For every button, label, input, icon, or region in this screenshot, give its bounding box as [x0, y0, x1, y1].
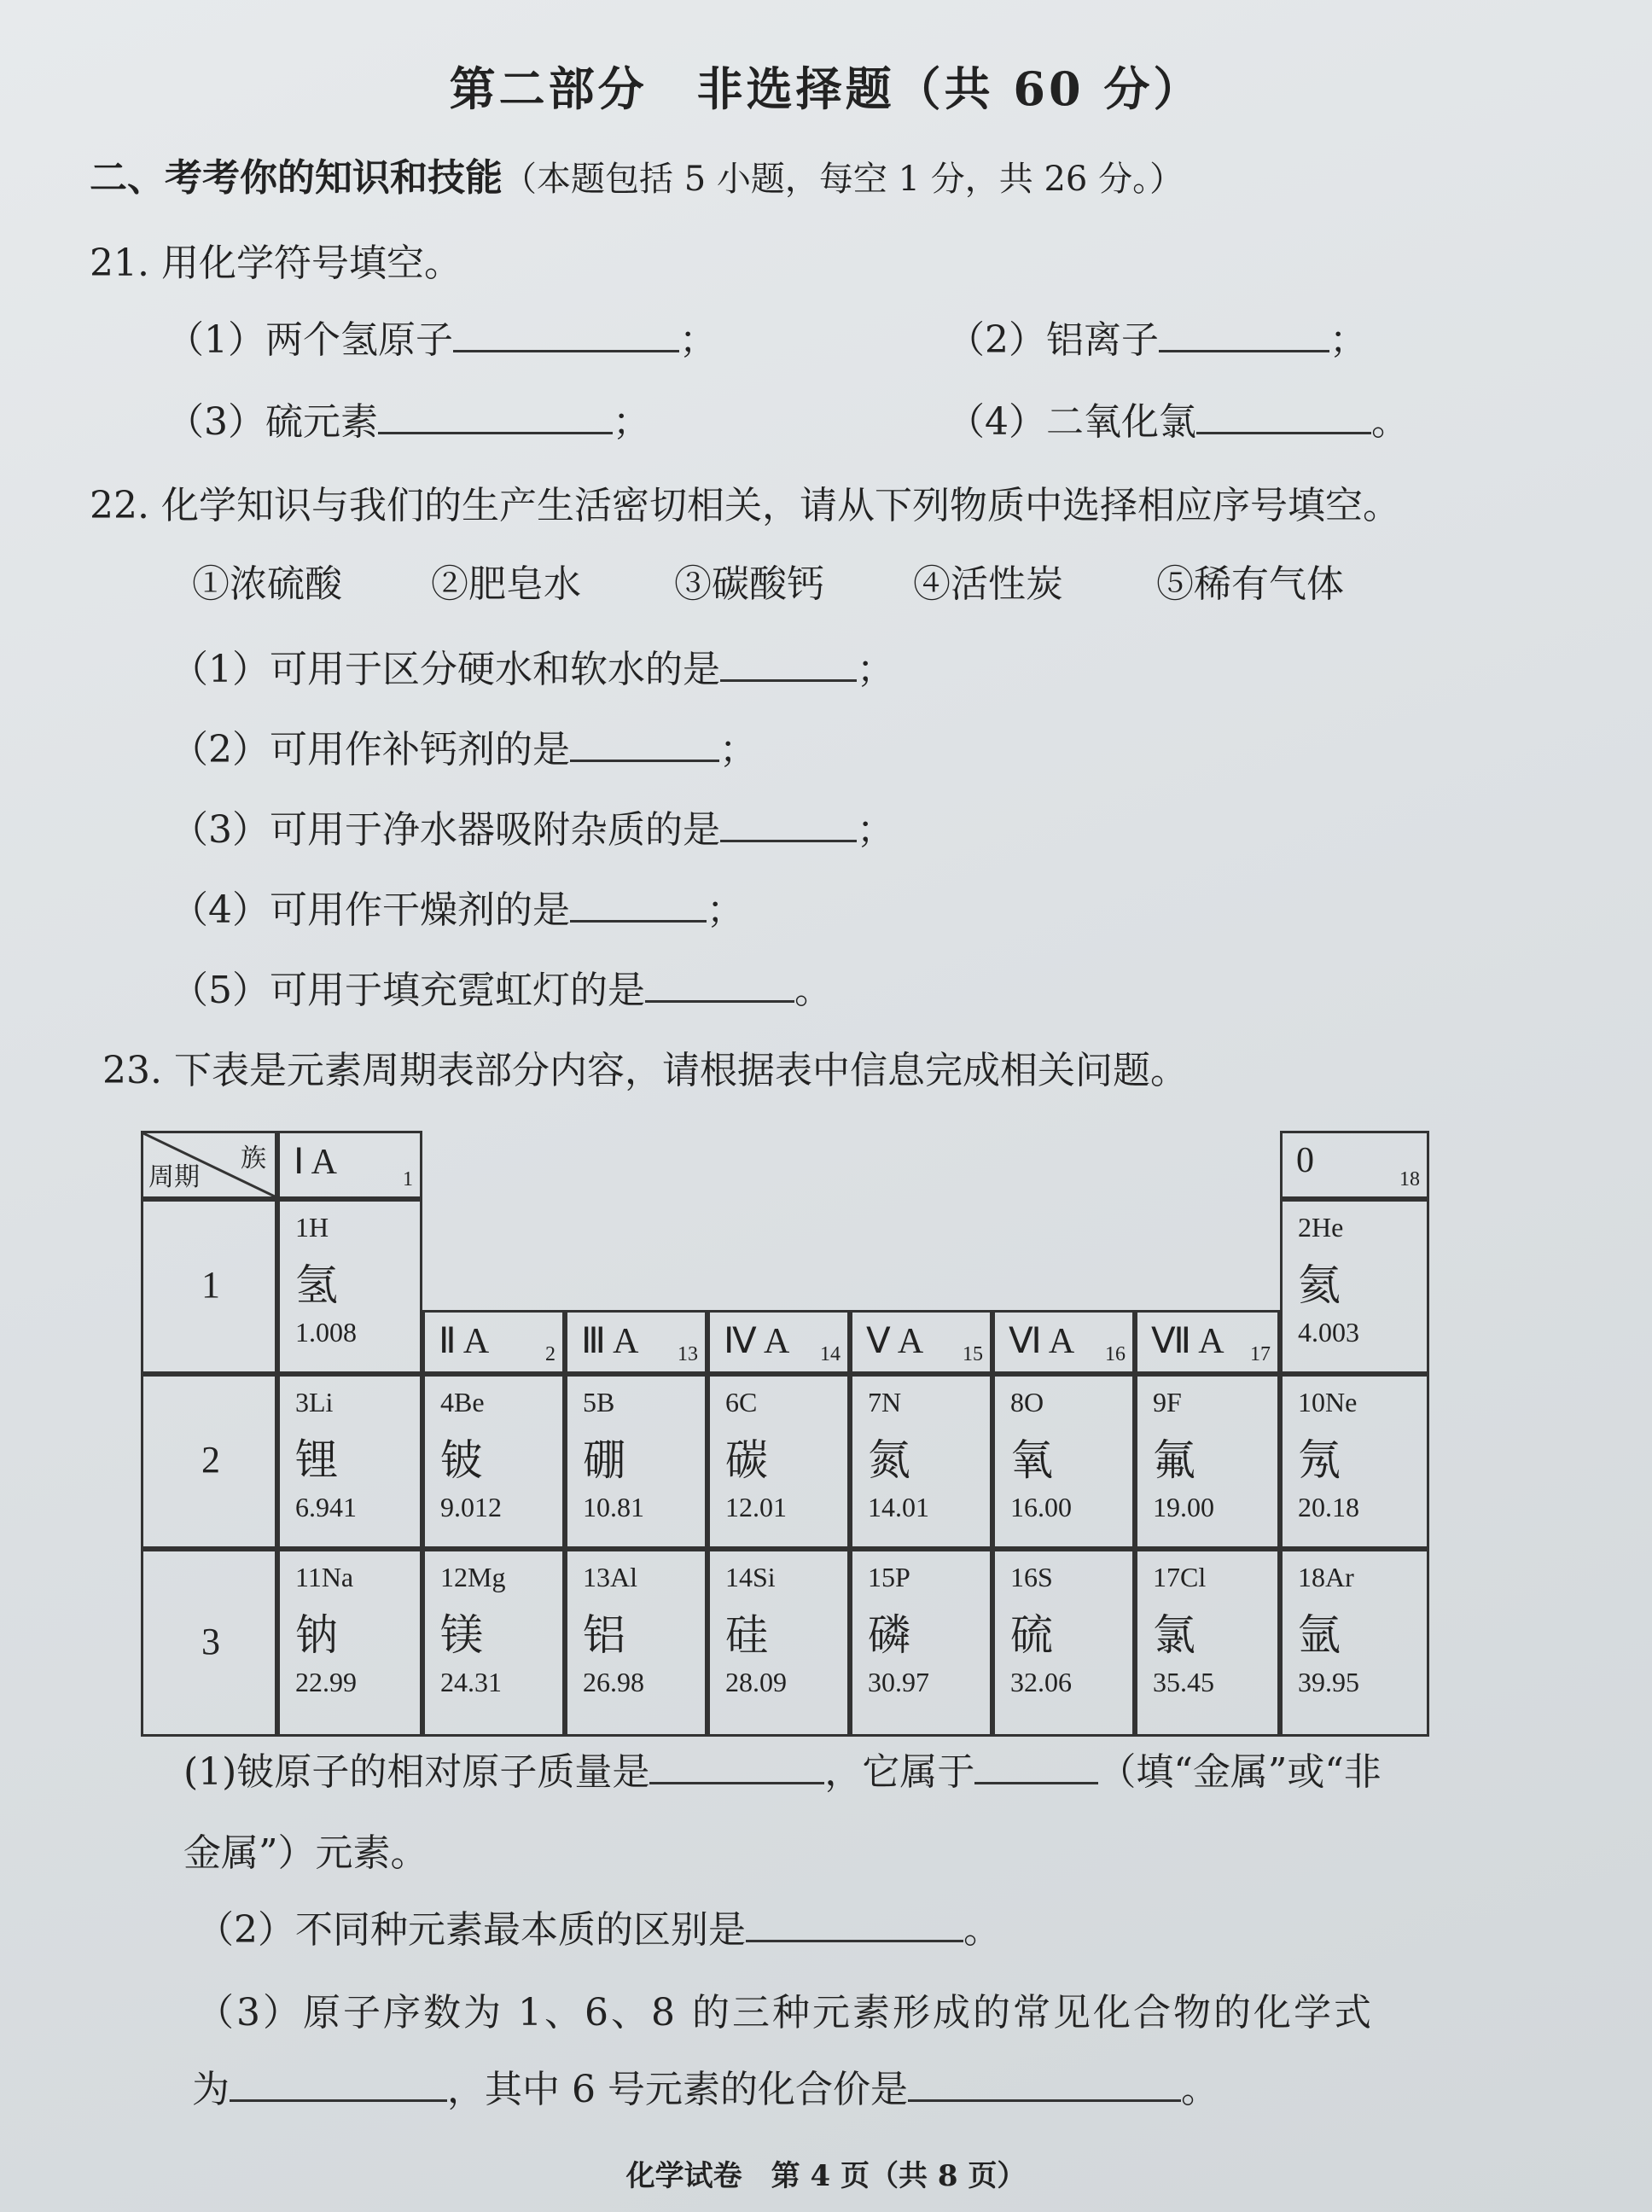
group-label: Ⅱ A	[439, 1322, 490, 1361]
group-column-number: 14	[820, 1343, 841, 1365]
period-row-3	[141, 1549, 277, 1737]
section-heading-line	[90, 147, 1184, 201]
atomic-mass: 30.97	[868, 1667, 929, 1697]
q22-option-3: ③碳酸钙	[674, 562, 824, 606]
group-header-14	[707, 1310, 850, 1374]
element-name: 氧	[1010, 1435, 1053, 1485]
element-cell-si	[707, 1549, 850, 1737]
group-label: Ⅲ A	[581, 1322, 639, 1361]
atomic-mass: 4.003	[1298, 1317, 1359, 1348]
q22-option-4: ④活性炭	[913, 562, 1063, 606]
element-cell-al	[565, 1549, 707, 1737]
q22-option-1: ①浓硫酸	[192, 562, 342, 606]
periodic-table	[141, 1131, 1429, 1737]
answer-blank[interactable]	[1196, 398, 1371, 434]
q21-part1-end: ；	[679, 318, 717, 362]
q22-item-5-text: （5）可用于填充霓虹灯的是	[171, 969, 645, 1012]
atomic-mass: 1.008	[295, 1317, 357, 1348]
q22-option-5: ⑤稀有气体	[1156, 562, 1344, 606]
group-header-18	[1280, 1131, 1429, 1199]
group-header-16	[992, 1310, 1135, 1374]
group-column-number: 2	[545, 1343, 556, 1365]
answer-blank[interactable]	[645, 966, 794, 1003]
atomic-mass: 24.31	[440, 1667, 502, 1697]
group-label: Ⅰ A	[294, 1143, 337, 1182]
answer-blank[interactable]	[720, 806, 857, 842]
q22-item-4	[171, 879, 744, 934]
group-label: Ⅶ A	[1151, 1322, 1224, 1361]
q23-sub2-text: （2）不同种元素最本质的区别是	[196, 1908, 746, 1952]
element-cell-c	[707, 1374, 850, 1549]
group-label: Ⅵ A	[1009, 1322, 1075, 1361]
q22-item-2	[171, 719, 757, 773]
atomic-number: 16S	[1010, 1562, 1053, 1592]
element-cell-na	[277, 1549, 422, 1737]
atomic-mass: 10.81	[583, 1492, 644, 1522]
section-note: （本题包括 5 小题，每空 1 分，共 26 分。）	[503, 160, 1184, 199]
element-cell-be	[422, 1374, 565, 1549]
atomic-number: 2He	[1298, 1212, 1344, 1243]
element-name: 氮	[868, 1435, 910, 1485]
atomic-mass: 20.18	[1298, 1492, 1359, 1522]
q22-item-2-end: ；	[719, 728, 757, 771]
section-heading: 二、考考你的知识和技能	[90, 156, 503, 200]
q21-part2-end: ；	[1329, 318, 1367, 362]
atomic-mass: 19.00	[1153, 1492, 1214, 1522]
element-name: 钠	[295, 1610, 338, 1660]
atomic-number: 12Mg	[440, 1562, 506, 1592]
group-column-number: 17	[1250, 1343, 1271, 1365]
element-name: 磷	[868, 1610, 910, 1660]
element-name: 硫	[1010, 1610, 1053, 1660]
q22-item-4-end: ；	[707, 888, 744, 932]
answer-blank[interactable]	[570, 886, 707, 923]
element-name: 氢	[295, 1260, 338, 1310]
atomic-mass: 9.012	[440, 1492, 502, 1522]
element-name: 氖	[1298, 1435, 1341, 1485]
atomic-number: 10Ne	[1298, 1387, 1358, 1417]
atomic-number: 3Li	[295, 1387, 334, 1417]
q21-part3-text: （3）硫元素	[166, 400, 378, 444]
period-label: 2	[201, 1439, 220, 1481]
atomic-number: 15P	[868, 1562, 910, 1592]
atomic-mass: 32.06	[1010, 1667, 1072, 1697]
element-name: 氟	[1153, 1435, 1195, 1485]
q22-item-3-text: （3）可用于净水器吸附杂质的是	[171, 808, 720, 852]
element-cell-li	[277, 1374, 422, 1549]
answer-blank[interactable]	[908, 2065, 1181, 2102]
element-name: 硅	[725, 1610, 768, 1660]
q23-sub1	[183, 1741, 1382, 1796]
atomic-mass: 35.45	[1153, 1667, 1214, 1697]
element-cell-n	[850, 1374, 992, 1549]
answer-blank[interactable]	[453, 316, 679, 352]
period-row-2	[141, 1374, 277, 1549]
q22-item-2-text: （2）可用作补钙剂的是	[171, 728, 570, 771]
element-cell-o	[992, 1374, 1135, 1549]
atomic-number: 13Al	[583, 1562, 637, 1592]
atomic-number: 1H	[295, 1212, 329, 1243]
element-cell-ne	[1280, 1374, 1429, 1549]
group-header-17	[1135, 1310, 1280, 1374]
q22-option-2: ②肥皂水	[431, 562, 581, 606]
atomic-mass: 22.99	[295, 1667, 357, 1697]
answer-blank[interactable]	[720, 645, 857, 682]
element-cell-h	[277, 1199, 422, 1374]
period-header-label: 周期	[148, 1162, 200, 1192]
answer-blank[interactable]	[746, 1906, 963, 1942]
q22-item-1	[171, 638, 894, 693]
element-name: 碳	[725, 1435, 768, 1485]
element-name: 锂	[295, 1435, 338, 1485]
answer-blank[interactable]	[570, 725, 719, 762]
group-header-1	[277, 1131, 422, 1199]
q22-item-1-end: ；	[857, 648, 894, 691]
element-name: 氦	[1298, 1260, 1341, 1310]
atomic-number: 5B	[583, 1387, 615, 1417]
q23-sub1-text-a: (1)铍原子的相对原子质量是	[183, 1750, 650, 1794]
group-column-number: 18	[1399, 1168, 1420, 1190]
q23-sub3-continued	[192, 2058, 1219, 2113]
q22-item-1-text: （1）可用于区分硬水和软水的是	[171, 648, 720, 691]
atomic-mass: 6.941	[295, 1492, 357, 1522]
element-cell-f	[1135, 1374, 1280, 1549]
atomic-mass: 12.01	[725, 1492, 787, 1522]
group-column-number: 15	[963, 1343, 983, 1365]
period-label: 3	[201, 1621, 220, 1662]
q21-part4-text: （4）二氧化氯	[947, 400, 1196, 444]
element-cell-b	[565, 1374, 707, 1549]
q22-item-5-end: 。	[794, 969, 832, 1012]
group-label: Ⅳ A	[724, 1322, 790, 1361]
page-footer: 化学试卷 第 4 页（共 8 页）	[625, 2159, 1027, 2193]
atomic-mass: 16.00	[1010, 1492, 1072, 1522]
element-cell-he	[1280, 1199, 1429, 1374]
answer-blank[interactable]	[378, 398, 613, 434]
atomic-number: 7N	[868, 1387, 902, 1417]
q23-stem: 23. 下表是元素周期表部分内容，请根据表中信息完成相关问题。	[102, 1049, 1188, 1092]
group-label: Ⅴ A	[866, 1322, 924, 1361]
atomic-mass: 39.95	[1298, 1667, 1359, 1697]
element-cell-p	[850, 1549, 992, 1737]
atomic-number: 6C	[725, 1387, 758, 1417]
q21-part4-end: 。	[1371, 400, 1409, 444]
q21-part2-text: （2）铝离子	[947, 318, 1159, 362]
atomic-number: 9F	[1153, 1387, 1182, 1417]
q23-sub1-text-b: ，它属于	[824, 1750, 975, 1794]
group-column-number: 1	[403, 1168, 413, 1190]
element-cell-cl	[1135, 1549, 1280, 1737]
q23-sub3-text-c: ，其中 6 号元素的化合价是	[447, 2068, 908, 2111]
atomic-mass: 26.98	[583, 1667, 644, 1697]
group-label: 0	[1296, 1141, 1314, 1180]
q21-part1-text: （1）两个氢原子	[166, 318, 453, 362]
group-header-15	[850, 1310, 992, 1374]
q23-sub1-continued: 金属”）元素。	[183, 1831, 428, 1875]
q23-sub3: （3）原子序数为 1、6、8 的三种元素形成的常见化合物的化学式	[196, 1991, 1374, 2034]
group-column-number: 16	[1105, 1343, 1126, 1365]
group-header-2	[422, 1310, 565, 1374]
q23-sub3-text-b: 为	[192, 2068, 230, 2111]
q21-stem: 21. 用化学符号填空。	[90, 242, 462, 285]
q21-part3-end: ；	[613, 400, 650, 444]
q23-sub2	[196, 1899, 1001, 1953]
period-row-1	[141, 1199, 277, 1374]
atomic-number: 4Be	[440, 1387, 485, 1417]
q22-item-3-end: ；	[857, 808, 894, 852]
q22-item-5	[171, 959, 832, 1014]
element-name: 铝	[583, 1610, 625, 1660]
group-header-13	[565, 1310, 707, 1374]
element-name: 硼	[583, 1435, 625, 1485]
answer-blank[interactable]	[974, 1748, 1098, 1784]
atomic-mass: 14.01	[868, 1492, 929, 1522]
element-cell-s	[992, 1549, 1135, 1737]
answer-blank[interactable]	[230, 2065, 447, 2102]
page-title: 第二部分 非选择题（共 60 分）	[449, 61, 1203, 116]
element-name: 铍	[440, 1435, 483, 1485]
q21-part4	[947, 391, 1409, 445]
q22-stem: 22. 化学知识与我们的生产生活密切相关，请从下列物质中选择相应序号填空。	[90, 484, 1400, 527]
answer-blank[interactable]	[1159, 316, 1329, 352]
q23-sub2-end: 。	[963, 1908, 1001, 1952]
element-name: 镁	[440, 1610, 483, 1660]
element-name: 氩	[1298, 1610, 1341, 1660]
atomic-mass: 28.09	[725, 1667, 787, 1697]
q21-part3	[166, 391, 650, 445]
element-cell-ar	[1280, 1549, 1429, 1737]
answer-blank[interactable]	[649, 1748, 824, 1784]
q23-sub3-end: 。	[1180, 2068, 1219, 2111]
element-name: 氯	[1153, 1610, 1195, 1660]
q22-item-4-text: （4）可用作干燥剂的是	[171, 888, 570, 932]
element-cell-mg	[422, 1549, 565, 1737]
atomic-number: 8O	[1010, 1387, 1044, 1417]
atomic-number: 17Cl	[1153, 1562, 1207, 1592]
atomic-number: 18Ar	[1298, 1562, 1354, 1592]
atomic-number: 14Si	[725, 1562, 776, 1592]
q23-sub1-text-c: （填“金属”或“非	[1098, 1750, 1382, 1794]
period-label: 1	[201, 1264, 220, 1306]
table-corner-header	[141, 1131, 277, 1199]
q21-part2	[947, 309, 1367, 364]
atomic-number: 11Na	[295, 1562, 354, 1592]
q22-item-3	[171, 799, 894, 853]
q21-part1	[166, 309, 717, 364]
group-column-number: 13	[678, 1343, 698, 1365]
group-header-label: 族	[241, 1144, 266, 1173]
